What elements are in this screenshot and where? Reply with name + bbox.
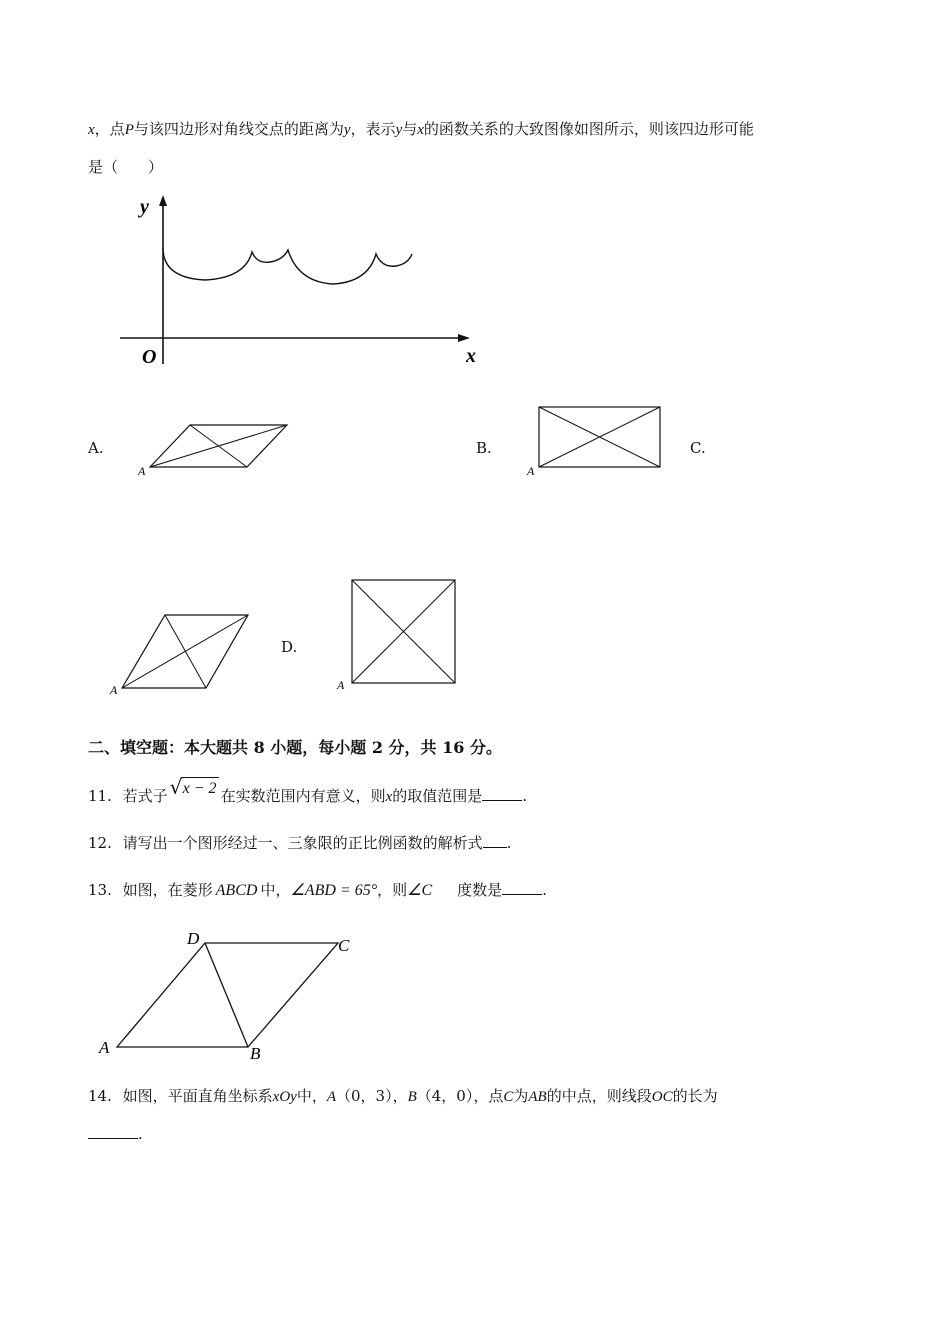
graph-curve — [163, 248, 412, 284]
text-segment: ，点 — [94, 120, 125, 138]
rhombus-abcd — [117, 943, 338, 1047]
text-segment: ，表示 — [350, 120, 396, 138]
option-a-figure — [135, 420, 295, 480]
point-a: A — [326, 1089, 336, 1105]
text-segment: （4，0），点 — [416, 1087, 504, 1105]
text-segment: 中， — [260, 881, 291, 899]
answer-blank[interactable] — [502, 881, 542, 895]
question-number: 11. — [88, 787, 112, 805]
x-axis-label: x — [466, 345, 476, 367]
text-segment: 与该四边形对角线交点的距离为 — [133, 120, 344, 138]
rhombus-name: ABCD — [215, 882, 258, 899]
sqrt-sign: √ — [169, 775, 183, 799]
rhombus-figure — [95, 928, 365, 1063]
end-period: . — [522, 787, 528, 805]
text-segment: 的函数关系的大致图像如图所示，则该四边形可能 — [423, 120, 754, 138]
segment-oc: OC — [651, 1089, 673, 1105]
text-segment: 如图，平面直角坐标系 — [122, 1087, 273, 1105]
text-segment: 若式子 — [122, 787, 168, 805]
text-segment: 为 — [513, 1087, 529, 1105]
text-segment: 中， — [296, 1087, 327, 1105]
var-x: x — [385, 789, 393, 805]
var-y: y — [395, 122, 403, 138]
option-b-figure — [525, 402, 675, 482]
q13-line — [88, 879, 547, 900]
option-a-letter[interactable]: A. — [88, 439, 104, 457]
end-period: . — [542, 881, 547, 899]
answer-blank[interactable] — [483, 834, 507, 848]
text-segment: ，则 — [377, 881, 408, 899]
var-x: x — [417, 122, 424, 138]
y-axis-arrow — [159, 195, 167, 206]
x-axis-arrow — [458, 334, 470, 342]
diagonal-bd — [205, 943, 248, 1047]
text-segment: 的中点，则线段 — [546, 1087, 652, 1105]
text-segment: （0，3）， — [336, 1087, 408, 1105]
segment-ab: AB — [528, 1089, 547, 1105]
text-segment: 请写出一个图形经过一、三象限的正比例函数的解析式 — [122, 834, 483, 852]
vertex-a-label: A — [138, 464, 146, 478]
vertex-a-label: A — [110, 683, 118, 697]
answer-blank[interactable] — [88, 1125, 138, 1139]
vertex-d-label: D — [187, 929, 200, 948]
point-b: B — [407, 1089, 417, 1105]
option-c-figure — [108, 608, 268, 698]
text-segment: 的长为 — [672, 1087, 718, 1105]
point-c: C — [503, 1089, 514, 1105]
vertex-a-label: A — [527, 464, 535, 478]
sqrt-expression — [169, 775, 219, 806]
section-heading: 二、填空题：本大题共 8 小题，每小题 2 分，共 16 分。 — [88, 738, 502, 757]
radicand: x − 2 — [181, 777, 219, 798]
option-d-figure — [335, 574, 465, 694]
text-segment: 的取值范围是 — [392, 787, 483, 805]
coordinate-system: xOy — [272, 1089, 297, 1105]
text-segment: 与 — [402, 120, 418, 138]
end-period: . — [138, 1125, 143, 1143]
q12-line — [88, 832, 511, 853]
y-axis-label: y — [140, 196, 149, 218]
function-graph — [120, 192, 500, 372]
answer-blank[interactable] — [482, 787, 522, 801]
diagonal-2 — [190, 425, 247, 467]
vertex-c-label: C — [338, 936, 350, 955]
question-number: 13. — [88, 881, 112, 899]
diagonal-2 — [165, 615, 206, 688]
var-y: y — [343, 122, 351, 138]
option-c-letter[interactable]: C. — [690, 439, 706, 457]
angle-c: ∠C — [407, 882, 433, 899]
origin-label: O — [142, 346, 157, 368]
var-P: P — [124, 122, 134, 138]
question-number: 12. — [88, 834, 112, 852]
text-segment: 如图，在菱形 — [122, 881, 213, 899]
option-b-letter[interactable]: B. — [476, 439, 492, 457]
angle-expression: ∠ABD = 65° — [290, 882, 378, 899]
vertex-a-label: A — [337, 678, 345, 692]
q10-line1 — [88, 118, 754, 139]
vertex-a-label: A — [99, 1038, 110, 1057]
question-number: 14. — [88, 1087, 112, 1105]
q11-line — [88, 775, 528, 806]
text-segment: 在实数范围内有意义，则 — [220, 787, 386, 805]
var-x: x — [88, 122, 95, 138]
end-period: . — [506, 834, 512, 852]
option-d-letter[interactable]: D. — [281, 638, 298, 656]
q14-line2 — [88, 1125, 143, 1143]
q14-line1 — [88, 1085, 718, 1106]
vertex-b-label: B — [250, 1044, 261, 1063]
text-segment: 度数是 — [457, 881, 503, 899]
q10-line2: 是（ ） — [88, 158, 164, 176]
